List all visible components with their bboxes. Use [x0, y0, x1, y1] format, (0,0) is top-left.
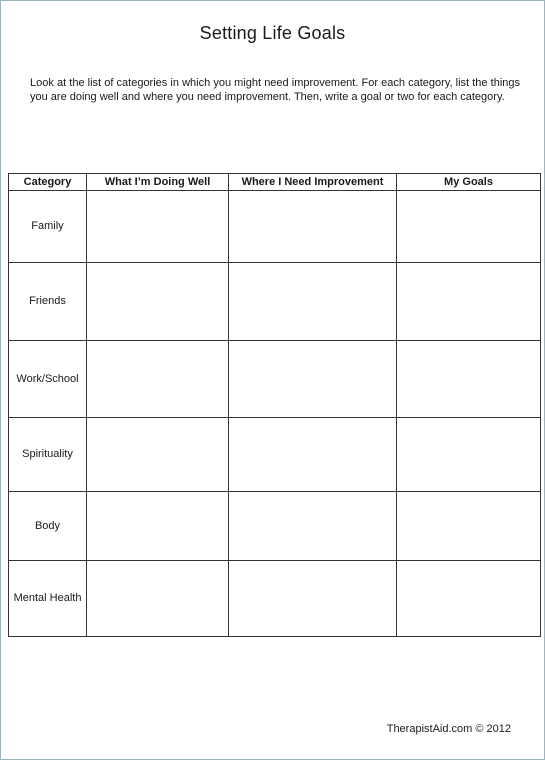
header-my-goals: My Goals [397, 174, 541, 191]
category-cell [9, 341, 87, 418]
doing-well-cell[interactable] [87, 418, 229, 492]
header-need-improvement: Where I Need Improvement [229, 174, 397, 191]
need-improvement-cell[interactable] [229, 263, 397, 341]
category-label: Mental Health [13, 592, 82, 604]
table-row [9, 191, 541, 263]
header-category: Category [9, 174, 87, 191]
my-goals-cell[interactable] [397, 263, 541, 341]
category-label: Work/School [16, 372, 79, 385]
table-row [9, 341, 541, 418]
my-goals-cell[interactable] [397, 492, 541, 561]
doing-well-cell[interactable] [87, 191, 229, 263]
table-row [9, 263, 541, 341]
doing-well-cell[interactable] [87, 492, 229, 561]
header-doing-well: What I’m Doing Well [87, 174, 229, 191]
category-cell [9, 263, 87, 341]
table-row [9, 492, 541, 561]
my-goals-cell[interactable] [397, 191, 541, 263]
table-header-row [9, 174, 541, 191]
category-cell [9, 492, 87, 561]
goals-table [8, 173, 541, 637]
need-improvement-cell[interactable] [229, 191, 397, 263]
doing-well-cell[interactable] [87, 263, 229, 341]
category-label: Family [31, 220, 64, 232]
category-label: Spirituality [22, 448, 73, 460]
table-row [9, 418, 541, 492]
my-goals-cell[interactable] [397, 341, 541, 418]
category-cell [9, 191, 87, 263]
need-improvement-cell[interactable] [229, 341, 397, 418]
copyright-footer: TherapistAid.com © 2012 [386, 723, 511, 735]
table-row [9, 561, 541, 637]
need-improvement-cell[interactable] [229, 492, 397, 561]
my-goals-cell[interactable] [397, 561, 541, 637]
instructions-text: Look at the list of categories in which you might need improvement. For each category, list the things you are doing well and where you need improvement. Then, write a goal or two for each category. [30, 77, 520, 103]
my-goals-cell[interactable] [397, 418, 541, 492]
category-label: Body [34, 519, 61, 532]
category-cell [9, 561, 87, 637]
category-cell [9, 418, 87, 492]
need-improvement-cell[interactable] [229, 418, 397, 492]
need-improvement-cell[interactable] [229, 561, 397, 637]
doing-well-cell[interactable] [87, 341, 229, 418]
category-label: Friends [29, 295, 66, 307]
page-title: Setting Life Goals [199, 23, 346, 43]
doing-well-cell[interactable] [87, 561, 229, 637]
